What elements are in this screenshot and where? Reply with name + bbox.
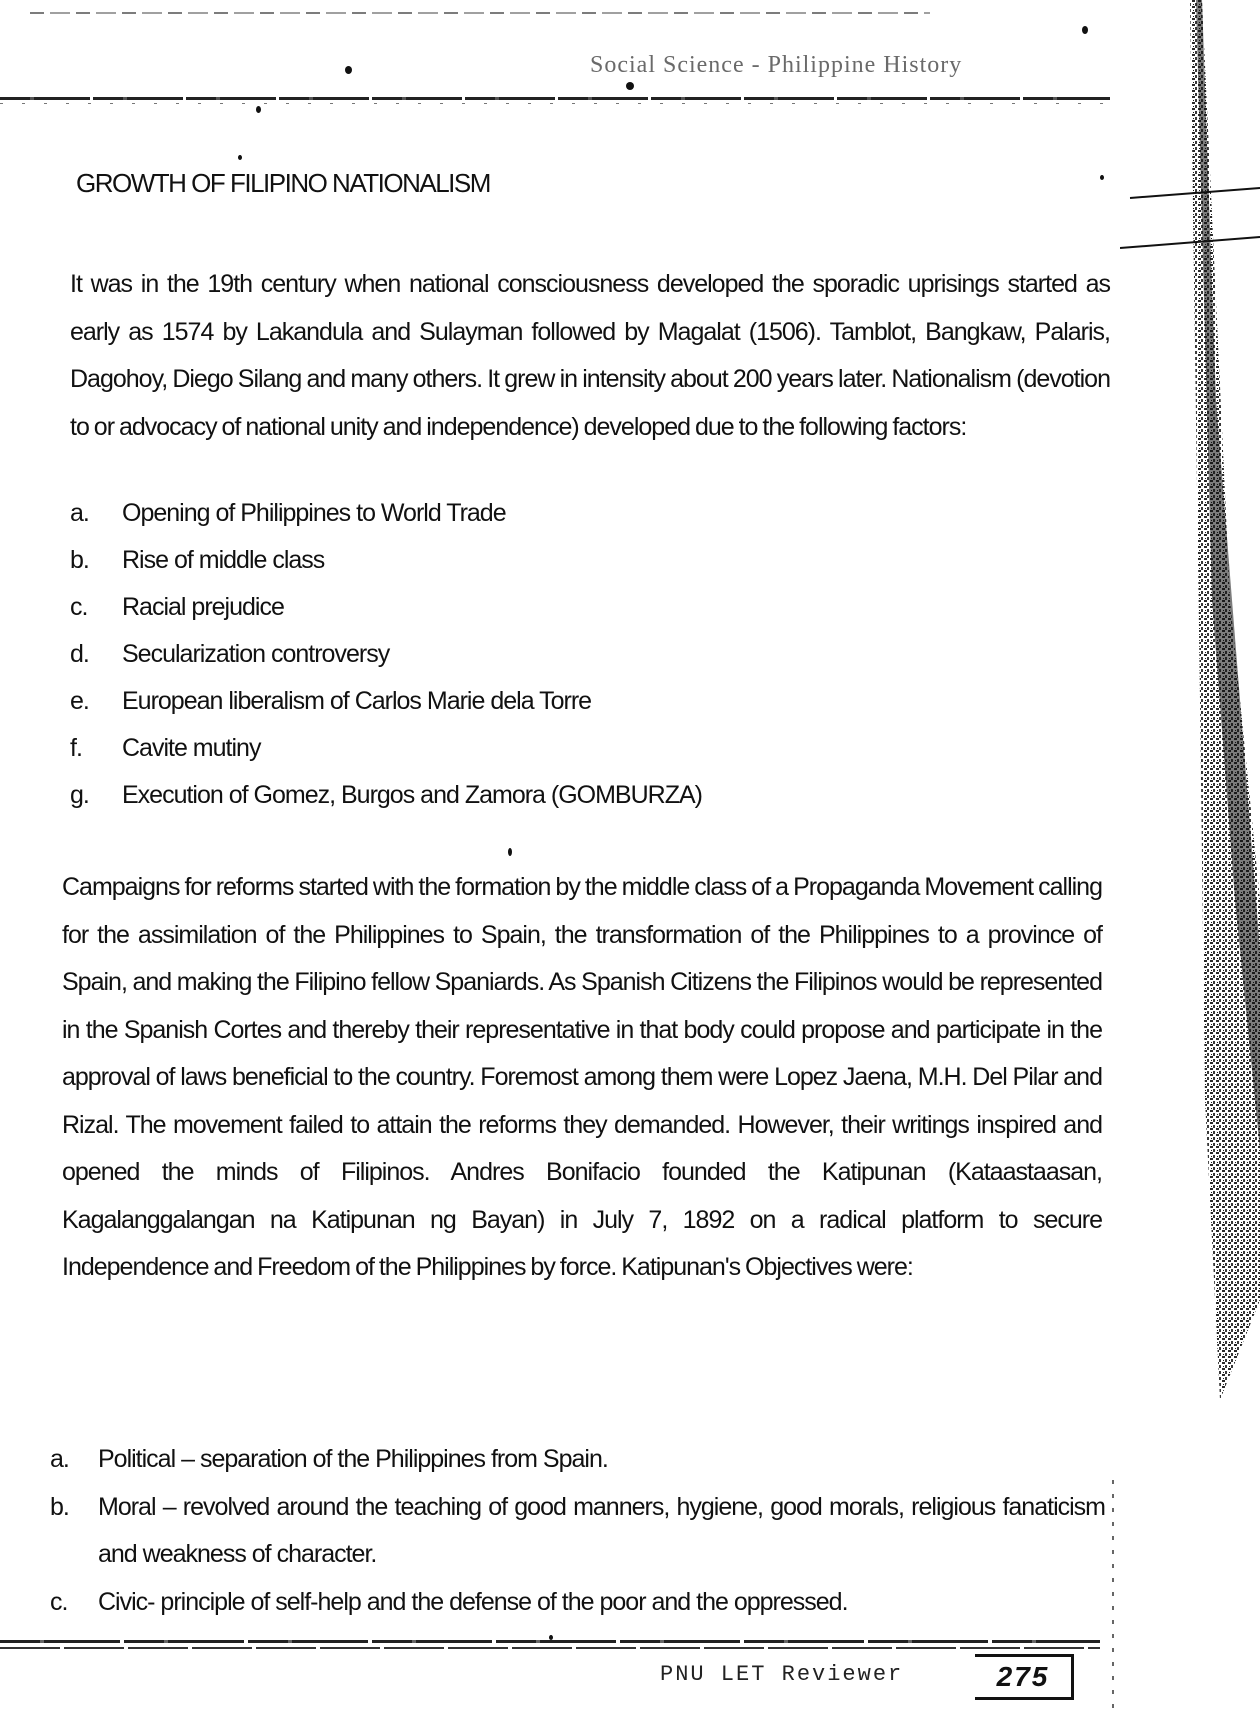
- list-marker: d.: [70, 640, 89, 668]
- objectives-list: [50, 1436, 1105, 1626]
- list-item-text: Civic- principle of self-help and the defense of the poor and the oppressed.: [98, 1587, 848, 1616]
- footer-label: PNU LET Reviewer: [660, 1662, 904, 1687]
- list-item-text: Political – separation of the Philippines from Spain.: [98, 1445, 608, 1473]
- scan-artifact-line: [30, 12, 930, 14]
- list-item: [70, 772, 1110, 819]
- running-head: Social Science - Philippine History: [590, 52, 963, 78]
- intro-section: [70, 261, 1110, 451]
- list-marker: e.: [70, 687, 89, 715]
- list-marker: c.: [50, 1587, 68, 1616]
- list-item-text: European liberalism of Carlos Marie dela Torre: [122, 687, 592, 715]
- reform-section: [62, 864, 1102, 1292]
- list-item: [70, 537, 1110, 584]
- list-item-text: Execution of Gomez, Burgos and Zamora (GOMBURZA): [122, 781, 702, 809]
- list-item-text: Opening of Philippines to World Trade: [122, 499, 506, 527]
- section-title: GROWTH OF FILIPINO NATIONALISM: [76, 168, 490, 198]
- list-marker: g.: [70, 781, 89, 809]
- reform-paragraph: Campaigns for reforms started with the formation by the middle class of a Propaganda Movement calling for the assimilation of the Philippines to Spain, the transformation of the Philippines to a province of Spain, and making the Filipino fellow Spaniards. As Spanish Citizens the Filipinos would be represented in the Spanish Cortes and thereby their representative in that body could propose and participate in the approval of laws beneficial to the country. Foremost among them were Lopez Jaena, M.H. Del Pilar and Rizal. The movement failed to attain the reforms they demanded. However, their writings inspired and opened the minds of Filipinos. Andres Bonifacio founded the Katipunan (Kataastaasan, Kagalanggalangan na Katipunan ng Bayan) in July 7, 1892 on a radical platform to secure Independence and Freedom of the Philippines by force. Katipunan's Objectives were:: [62, 873, 1102, 1281]
- list-item: [50, 1436, 1105, 1484]
- objectives-section: [50, 1436, 1105, 1626]
- factors-list: [70, 490, 1110, 819]
- scan-speck: [508, 848, 512, 856]
- list-item-text: Rise of middle class: [122, 546, 325, 574]
- list-marker: a.: [70, 499, 89, 527]
- list-marker: b.: [50, 1492, 69, 1521]
- list-item: [70, 584, 1110, 631]
- list-item: [70, 631, 1110, 678]
- footer-rule-secondary: [0, 1647, 1100, 1649]
- footer-rule: [0, 1640, 1100, 1643]
- header-rule-dotted: [0, 103, 1110, 104]
- scan-speck: [626, 82, 634, 90]
- page-number: 275: [975, 1654, 1074, 1700]
- list-item: [70, 490, 1110, 537]
- list-item-text: Cavite mutiny: [122, 734, 261, 762]
- factors-section: [70, 490, 1110, 819]
- list-item: [70, 725, 1110, 772]
- scan-speck: [238, 155, 242, 160]
- list-item: [70, 678, 1110, 725]
- intro-paragraph: It was in the 19th century when national consciousness developed the sporadic uprisings started as early as 1574 by Lakandula and Sulayman followed by Magalat (1506). Tamblot, Bangkaw, Palaris, Dagohoy, Diego Silang and many others. It grew in intensity about 200 years later. Nationalism (devotion to or advocacy of national unity and independence) developed due to the following factors:: [70, 270, 1110, 441]
- list-item-text: Secularization controversy: [122, 640, 390, 668]
- binding-edge-shadow: [1120, 0, 1260, 1718]
- header-rule: [0, 97, 1110, 100]
- list-marker: f.: [70, 734, 82, 762]
- list-marker: c.: [70, 593, 88, 621]
- list-marker: b.: [70, 546, 89, 574]
- scan-speck: [1082, 26, 1088, 34]
- margin-dotted-line: [1112, 0, 1114, 1718]
- list-item-text: Racial prejudice: [122, 593, 284, 621]
- list-item-text: Moral – revolved around the teaching of good manners, hygiene, good morals, religious fanaticism and weakness of character.: [98, 1492, 1105, 1568]
- scan-speck: [1100, 175, 1104, 180]
- scan-speck: [256, 106, 261, 113]
- list-item: [50, 1579, 1105, 1627]
- scan-speck: [345, 66, 352, 74]
- list-item: [50, 1484, 1105, 1579]
- list-marker: a.: [50, 1445, 69, 1473]
